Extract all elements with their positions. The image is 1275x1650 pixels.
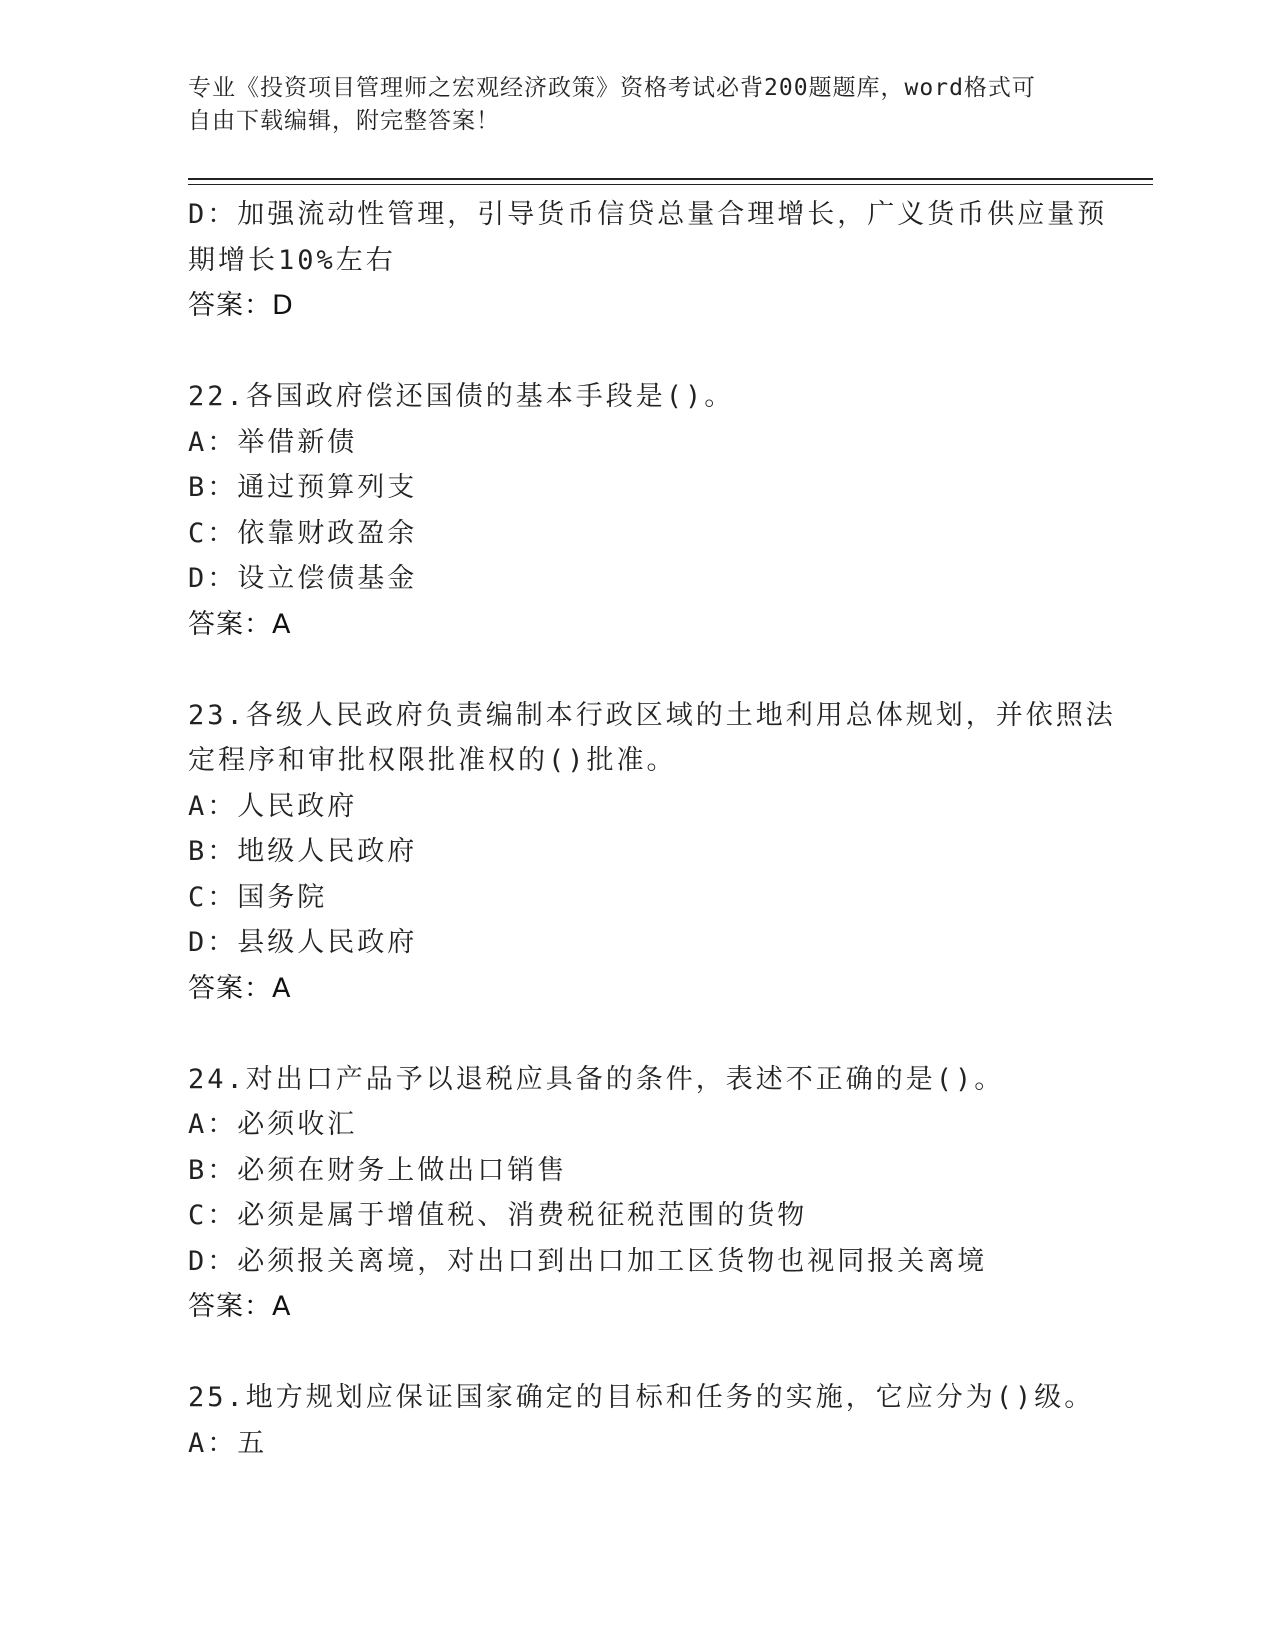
option-d-continued: 期增长10%左右 — [188, 244, 396, 276]
question-stem: 25.地方规划应保证国家确定的目标和任务的实施，它应分为()级。 — [188, 1382, 1095, 1413]
option-d: D：加强流动性管理，引导货币信贷总量合理增长，广义货币供应量预 — [188, 199, 1108, 230]
question-22 — [188, 374, 1088, 647]
answer: 答案：A — [188, 1291, 292, 1322]
question-stem: 23.各级人民政府负责编制本行政区域的土地利用总体规划，并依照法 — [188, 699, 1116, 731]
option-d: D：县级人民政府 — [188, 927, 418, 958]
header-line-2: 自由下载编辑，附完整答案！ — [188, 108, 500, 134]
previous-question-tail — [188, 192, 1108, 329]
question-stem: 22.各国政府偿还国债的基本手段是()。 — [188, 381, 735, 412]
question-content — [188, 192, 1116, 1466]
option-c: C：依靠财政盈余 — [188, 517, 418, 549]
question-stem: 24.对出口产品予以退税应具备的条件，表述不正确的是()。 — [188, 1063, 1005, 1095]
answer: 答案：A — [188, 608, 292, 640]
option-c: C：必须是属于增值税、消费税征税范围的货物 — [188, 1200, 808, 1231]
header-line-1: 专业《投资项目管理师之宏观经济政策》资格考试必背200题题库，word格式可 — [188, 75, 1036, 101]
question-25 — [188, 1375, 1095, 1466]
option-d: D：设立偿债基金 — [188, 563, 418, 594]
answer: 答案：A — [188, 972, 292, 1004]
option-a: A：人民政府 — [188, 790, 358, 822]
question-23 — [188, 693, 1116, 1012]
header-divider-thin — [188, 184, 1153, 185]
option-a: A：五 — [188, 1427, 268, 1459]
option-b: B：必须在财务上做出口销售 — [188, 1154, 568, 1186]
question-stem-continued: 定程序和审批权限批准权的()批准。 — [188, 745, 677, 776]
option-d: D：必须报关离境，对出口到出口加工区货物也视同报关离境 — [188, 1245, 988, 1277]
option-a: A：必须收汇 — [188, 1109, 358, 1140]
option-b: B：通过预算列支 — [188, 472, 418, 503]
document-header — [188, 72, 1088, 138]
question-24 — [188, 1057, 1088, 1330]
option-a: A：举借新债 — [188, 426, 358, 458]
option-b: B：地级人民政府 — [188, 836, 418, 867]
option-c: C：国务院 — [188, 881, 328, 913]
header-divider-thick — [188, 178, 1153, 180]
answer: 答案：D — [188, 290, 294, 321]
